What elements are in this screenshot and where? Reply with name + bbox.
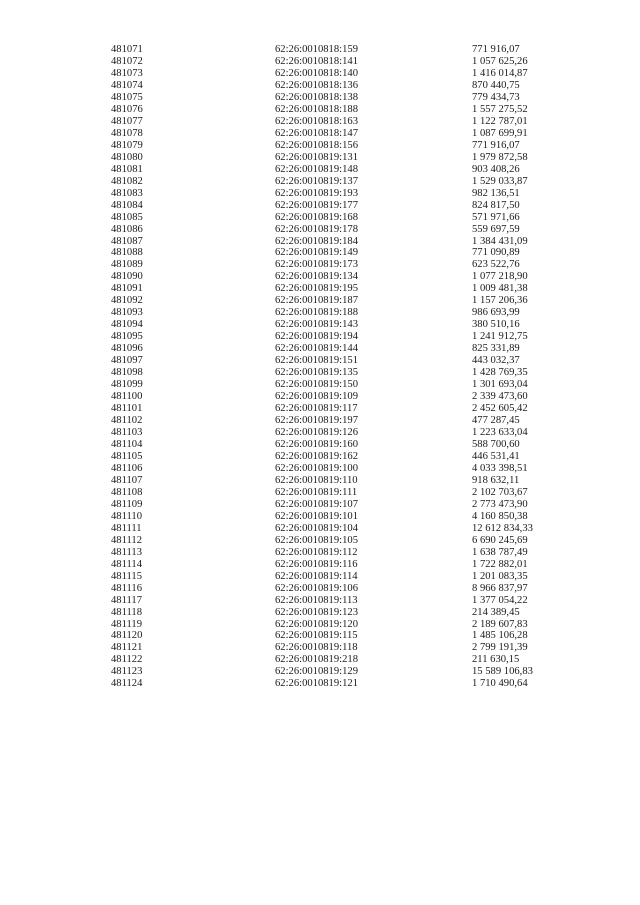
table-row	[111, 271, 591, 283]
record-number-cell: 481088	[111, 247, 143, 259]
record-number-cell: 481111	[111, 522, 142, 534]
record-number-cell: 481095	[111, 331, 143, 343]
cadastral-number-cell: 62:26:0010819:178	[275, 223, 358, 235]
cadastral-number-cell: 62:26:0010819:168	[275, 211, 358, 223]
record-number-cell: 481098	[111, 367, 143, 379]
cadastral-number-cell: 62:26:0010819:173	[275, 259, 358, 271]
table-row	[111, 176, 591, 188]
cadastral-number-cell: 62:26:0010819:149	[275, 247, 358, 259]
cadastral-value-cell: 214 389,45	[472, 606, 520, 618]
cadastral-value-cell: 2 189 607,83	[472, 618, 528, 630]
table-row	[111, 666, 591, 678]
cadastral-number-cell: 62:26:0010819:112	[275, 546, 358, 558]
cadastral-number-cell: 62:26:0010819:116	[275, 558, 358, 570]
cadastral-number-cell: 62:26:0010819:160	[275, 438, 358, 450]
record-number-cell: 481086	[111, 223, 143, 235]
cadastral-value-cell: 1 722 882,01	[472, 558, 528, 570]
record-number-cell: 481081	[111, 163, 143, 175]
table-row	[111, 630, 591, 642]
cadastral-value-cell: 4 160 850,38	[472, 510, 528, 522]
cadastral-value-cell: 1 979 872,58	[472, 151, 528, 163]
cadastral-value-cell: 211 630,15	[472, 654, 520, 666]
table-row	[111, 331, 591, 343]
record-number-cell: 481102	[111, 415, 143, 427]
table-row	[111, 559, 591, 571]
cadastral-value-cell: 1 384 431,09	[472, 235, 528, 247]
cadastral-value-cell: 623 522,76	[472, 259, 520, 271]
record-number-cell: 481119	[111, 618, 142, 630]
record-number-cell: 481075	[111, 91, 143, 103]
cadastral-number-cell: 62:26:0010819:193	[275, 187, 358, 199]
cadastral-value-cell: 2 339 473,60	[472, 391, 528, 403]
cadastral-number-cell: 62:26:0010819:111	[275, 486, 358, 498]
cadastral-number-cell: 62:26:0010818:188	[275, 103, 358, 115]
cadastral-number-cell: 62:26:0010819:151	[275, 355, 358, 367]
cadastral-number-cell: 62:26:0010819:131	[275, 151, 358, 163]
cadastral-number-cell: 62:26:0010819:148	[275, 163, 358, 175]
cadastral-value-cell: 870 440,75	[472, 79, 520, 91]
record-number-cell: 481121	[111, 642, 143, 654]
table-row	[111, 535, 591, 547]
record-number-cell: 481093	[111, 307, 143, 319]
cadastral-number-cell: 62:26:0010818:147	[275, 127, 358, 139]
record-number-cell: 481100	[111, 391, 143, 403]
record-number-cell: 481112	[111, 534, 142, 546]
cadastral-number-cell: 62:26:0010819:177	[275, 199, 358, 211]
cadastral-number-cell: 62:26:0010819:104	[275, 522, 358, 534]
cadastral-number-cell: 62:26:0010819:126	[275, 427, 358, 438]
cadastral-value-cell: 1 201 083,35	[472, 570, 528, 582]
cadastral-number-cell: 62:26:0010819:144	[275, 343, 358, 355]
cadastral-number-cell: 62:26:0010818:140	[275, 67, 358, 79]
cadastral-value-cell: 1 428 769,35	[472, 367, 528, 379]
record-number-cell: 481108	[111, 486, 143, 498]
cadastral-number-cell: 62:26:0010818:163	[275, 115, 358, 127]
record-number-cell: 481110	[111, 510, 142, 522]
cadastral-number-cell: 62:26:0010818:159	[275, 44, 358, 55]
cadastral-value-cell: 8 966 837,97	[472, 582, 528, 594]
cadastral-value-cell: 771 090,89	[472, 247, 520, 259]
table-row	[111, 343, 591, 355]
record-number-cell: 481076	[111, 103, 143, 115]
table-row	[111, 619, 591, 631]
record-number-cell: 481094	[111, 319, 143, 331]
cadastral-value-cell: 6 690 245,69	[472, 534, 528, 546]
table-row	[111, 92, 591, 104]
cadastral-number-cell: 62:26:0010819:184	[275, 235, 358, 247]
table-row	[111, 188, 591, 200]
record-number-cell: 481105	[111, 450, 143, 462]
cadastral-value-cell: 1 223 633,04	[472, 427, 528, 438]
record-number-cell: 481080	[111, 151, 143, 163]
record-number-cell: 481113	[111, 546, 142, 558]
cadastral-number-cell: 62:26:0010819:109	[275, 391, 358, 403]
record-number-cell: 481106	[111, 462, 143, 474]
cadastral-number-cell: 62:26:0010819:187	[275, 295, 358, 307]
table-row	[111, 68, 591, 80]
cadastral-number-cell: 62:26:0010819:162	[275, 450, 358, 462]
table-row	[111, 259, 591, 271]
cadastral-value-cell: 986 693,99	[472, 307, 520, 319]
table-row	[111, 463, 591, 475]
cadastral-number-cell: 62:26:0010819:197	[275, 415, 358, 427]
cadastral-value-cell: 825 331,89	[472, 343, 520, 355]
record-number-cell: 481097	[111, 355, 143, 367]
table-row	[111, 583, 591, 595]
table-row	[111, 427, 591, 439]
table-row	[111, 80, 591, 92]
table-row	[111, 116, 591, 128]
cadastral-number-cell: 62:26:0010819:118	[275, 642, 358, 654]
record-number-cell: 481090	[111, 271, 143, 283]
cadastral-value-cell: 771 916,07	[472, 44, 520, 55]
table-row	[111, 236, 591, 248]
cadastral-value-cell: 477 287,45	[472, 415, 520, 427]
cadastral-value-cell: 588 700,60	[472, 438, 520, 450]
cadastral-value-cell: 1 301 693,04	[472, 379, 528, 391]
table-row	[111, 499, 591, 511]
cadastral-value-cell: 1 057 625,26	[472, 55, 528, 67]
table-row	[111, 595, 591, 607]
record-number-cell: 481123	[111, 666, 143, 678]
record-number-cell: 481117	[111, 594, 142, 606]
cadastral-number-cell: 62:26:0010819:121	[275, 678, 358, 690]
cadastral-number-cell: 62:26:0010819:105	[275, 534, 358, 546]
table-row	[111, 224, 591, 236]
cadastral-value-cell: 1 485 106,28	[472, 630, 528, 642]
table-row	[111, 140, 591, 152]
table-row	[111, 451, 591, 463]
record-number-cell: 481077	[111, 115, 143, 127]
record-number-cell: 481092	[111, 295, 143, 307]
table-row	[111, 319, 591, 331]
cadastral-value-cell: 1 087 699,91	[472, 127, 528, 139]
record-number-cell: 481099	[111, 379, 143, 391]
table-row	[111, 607, 591, 619]
table-row	[111, 391, 591, 403]
cadastral-number-cell: 62:26:0010819:107	[275, 498, 358, 510]
cadastral-value-cell: 1 009 481,38	[472, 283, 528, 295]
cadastral-value-cell: 1 557 275,52	[472, 103, 528, 115]
table-row	[111, 678, 591, 690]
cadastral-value-cell: 2 773 473,90	[472, 498, 528, 510]
cadastral-value-cell: 2 799 191,39	[472, 642, 528, 654]
table-row	[111, 164, 591, 176]
record-number-cell: 481085	[111, 211, 143, 223]
table-row	[111, 56, 591, 68]
table-row	[111, 547, 591, 559]
record-number-cell: 481109	[111, 498, 143, 510]
cadastral-value-cell: 559 697,59	[472, 223, 520, 235]
cadastral-value-cell: 1 638 787,49	[472, 546, 528, 558]
record-number-cell: 481074	[111, 79, 143, 91]
table-row	[111, 642, 591, 654]
table-row	[111, 44, 591, 56]
cadastral-value-cell: 824 817,50	[472, 199, 520, 211]
record-number-cell: 481079	[111, 139, 143, 151]
cadastral-number-cell: 62:26:0010819:114	[275, 570, 358, 582]
cadastral-value-cell: 1 416 014,87	[472, 67, 528, 79]
record-number-cell: 481091	[111, 283, 143, 295]
record-number-cell: 481104	[111, 438, 143, 450]
table-row	[111, 487, 591, 499]
table-row	[111, 415, 591, 427]
record-number-cell: 481078	[111, 127, 143, 139]
table-row	[111, 212, 591, 224]
table-row	[111, 403, 591, 415]
record-number-cell: 481096	[111, 343, 143, 355]
table-row	[111, 283, 591, 295]
cadastral-number-cell: 62:26:0010819:188	[275, 307, 358, 319]
record-number-cell: 481116	[111, 582, 142, 594]
cadastral-number-cell: 62:26:0010819:134	[275, 271, 358, 283]
cadastral-value-cell: 380 510,16	[472, 319, 520, 331]
cadastral-value-cell: 1 377 054,22	[472, 594, 528, 606]
table-row	[111, 654, 591, 666]
cadastral-number-cell: 62:26:0010819:106	[275, 582, 358, 594]
record-number-cell: 481103	[111, 427, 143, 438]
table-row	[111, 571, 591, 583]
cadastral-value-cell: 918 632,11	[472, 474, 520, 486]
cadastral-value-cell: 1 157 206,36	[472, 295, 528, 307]
cadastral-value-cell: 2 452 605,42	[472, 403, 528, 415]
record-number-cell: 481082	[111, 175, 143, 187]
cadastral-number-cell: 62:26:0010819:150	[275, 379, 358, 391]
cadastral-number-cell: 62:26:0010819:218	[275, 654, 358, 666]
table-row	[111, 511, 591, 523]
record-number-cell: 481071	[111, 44, 143, 55]
table-row	[111, 379, 591, 391]
cadastral-number-cell: 62:26:0010819:123	[275, 606, 358, 618]
cadastral-number-cell: 62:26:0010819:110	[275, 474, 358, 486]
cadastral-value-cell: 443 032,37	[472, 355, 520, 367]
cadastral-number-cell: 62:26:0010819:137	[275, 175, 358, 187]
cadastral-value-cell: 903 408,26	[472, 163, 520, 175]
table-row	[111, 104, 591, 116]
cadastral-value-cell: 4 033 398,51	[472, 462, 528, 474]
cadastral-value-cell: 15 589 106,83	[472, 666, 533, 678]
cadastral-number-cell: 62:26:0010818:138	[275, 91, 358, 103]
cadastral-value-cell: 771 916,07	[472, 139, 520, 151]
record-number-cell: 481073	[111, 67, 143, 79]
cadastral-number-cell: 62:26:0010819:117	[275, 403, 358, 415]
cadastral-value-cell: 1 710 490,64	[472, 678, 528, 690]
cadastral-value-cell: 446 531,41	[472, 450, 520, 462]
record-number-cell: 481089	[111, 259, 143, 271]
table-row	[111, 128, 591, 140]
record-number-cell: 481120	[111, 630, 143, 642]
record-number-cell: 481087	[111, 235, 143, 247]
table-row	[111, 295, 591, 307]
cadastral-number-cell: 62:26:0010819:120	[275, 618, 358, 630]
cadastral-number-cell: 62:26:0010819:101	[275, 510, 358, 522]
record-number-cell: 481118	[111, 606, 142, 618]
table-row	[111, 367, 591, 379]
cadastral-value-cell: 1 122 787,01	[472, 115, 528, 127]
record-number-cell: 481124	[111, 678, 143, 690]
cadastral-number-cell: 62:26:0010819:143	[275, 319, 358, 331]
record-number-cell: 481072	[111, 55, 143, 67]
cadastral-value-cell: 1 241 912,75	[472, 331, 528, 343]
table-row	[111, 200, 591, 212]
record-number-cell: 481107	[111, 474, 143, 486]
cadastral-value-cell: 571 971,66	[472, 211, 520, 223]
cadastral-number-cell: 62:26:0010818:141	[275, 55, 358, 67]
table-row	[111, 152, 591, 164]
cadastral-value-cell: 2 102 703,67	[472, 486, 528, 498]
cadastral-number-cell: 62:26:0010819:195	[275, 283, 358, 295]
cadastral-number-cell: 62:26:0010819:194	[275, 331, 358, 343]
table-row	[111, 439, 591, 451]
record-number-cell: 481084	[111, 199, 143, 211]
cadastral-number-cell: 62:26:0010818:156	[275, 139, 358, 151]
record-number-cell: 481114	[111, 558, 142, 570]
cadastral-number-cell: 62:26:0010819:135	[275, 367, 358, 379]
table-row	[111, 475, 591, 487]
cadastral-value-cell: 779 434,73	[472, 91, 520, 103]
table-row	[111, 523, 591, 535]
cadastral-value-cell: 982 136,51	[472, 187, 520, 199]
record-number-cell: 481083	[111, 187, 143, 199]
cadastral-value-cell: 1 077 218,90	[472, 271, 528, 283]
cadastral-number-cell: 62:26:0010819:115	[275, 630, 358, 642]
cadastral-number-cell: 62:26:0010819:129	[275, 666, 358, 678]
record-number-cell: 481115	[111, 570, 142, 582]
cadastral-number-cell: 62:26:0010819:113	[275, 594, 358, 606]
cadastral-number-cell: 62:26:0010819:100	[275, 462, 358, 474]
cadastral-value-table	[111, 44, 591, 690]
record-number-cell: 481101	[111, 403, 143, 415]
table-row	[111, 247, 591, 259]
table-row	[111, 355, 591, 367]
table-row	[111, 307, 591, 319]
cadastral-value-cell: 12 612 834,33	[472, 522, 533, 534]
cadastral-number-cell: 62:26:0010818:136	[275, 79, 358, 91]
cadastral-value-cell: 1 529 033,87	[472, 175, 528, 187]
record-number-cell: 481122	[111, 654, 143, 666]
